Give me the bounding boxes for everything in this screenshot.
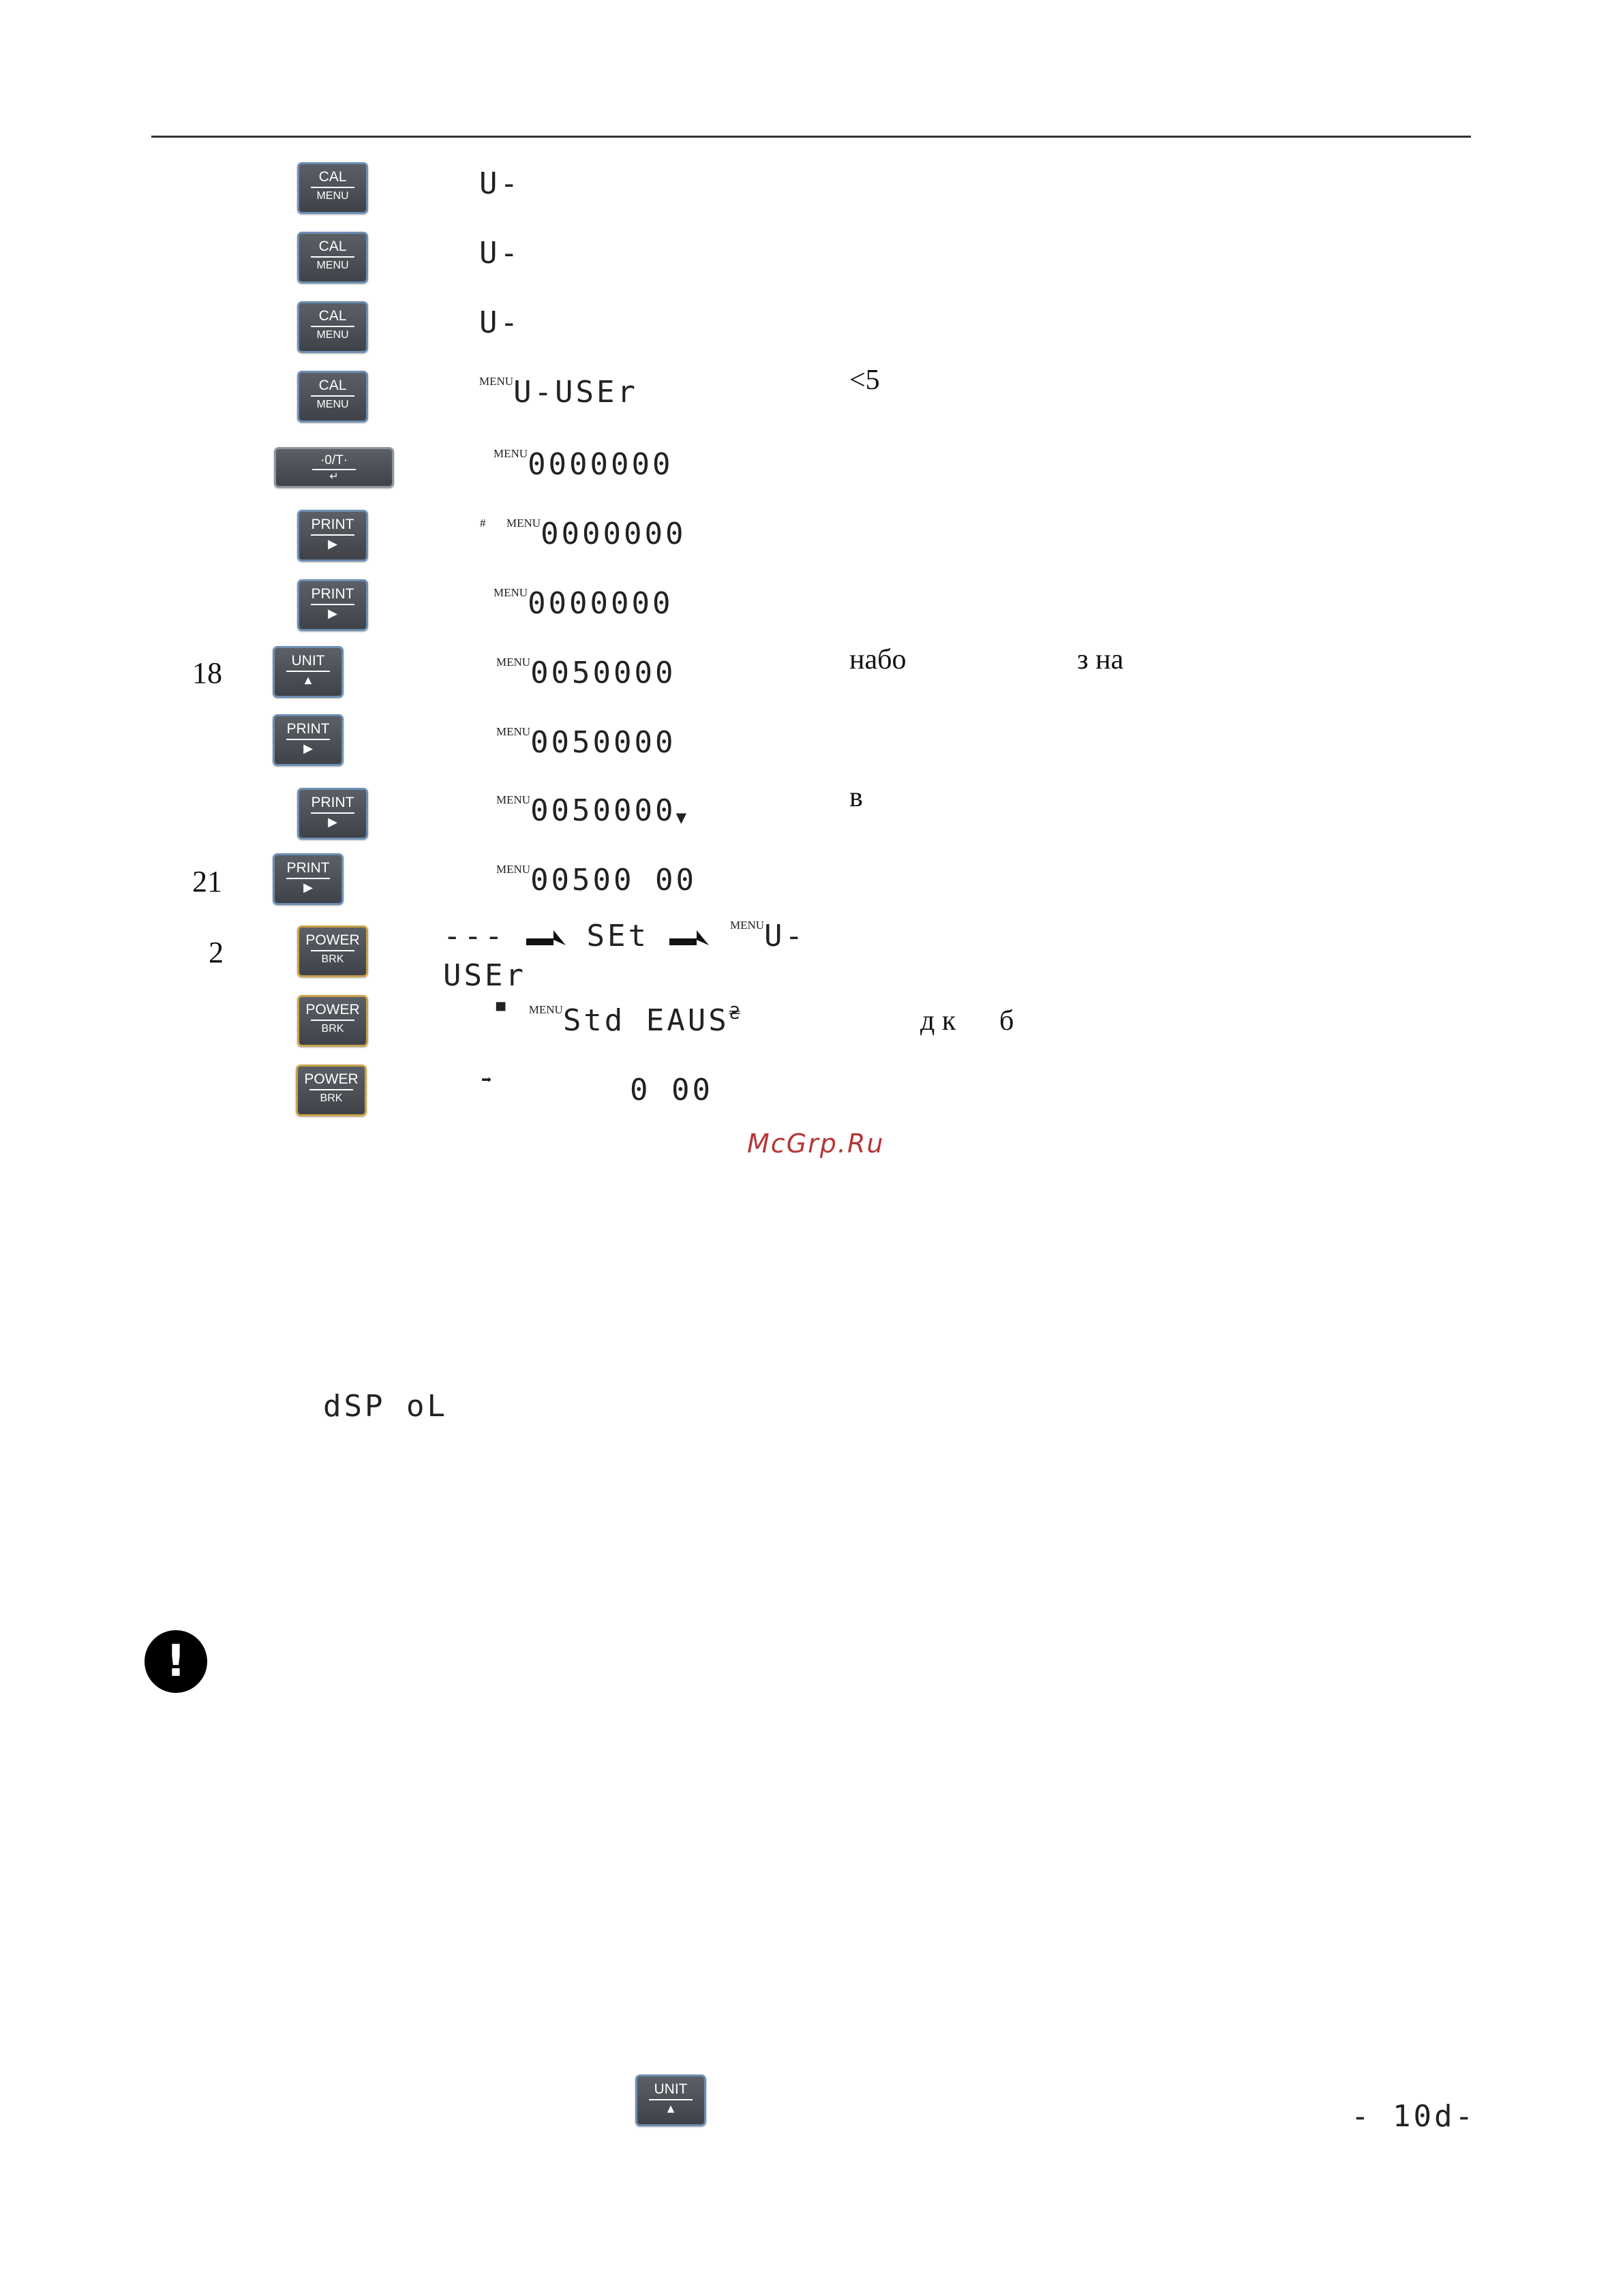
step-number: 18 [192,656,222,690]
display-reading: $^{MENU}$0050000 [496,725,676,760]
up-arrow-icon: ▲ [302,673,314,687]
display-reading: $^{MENU}$00500 00 [496,863,697,898]
right-arrow-icon: ▶ [303,881,313,894]
display-reading: U- [479,166,521,201]
watermark: McGrp.Ru [747,1129,885,1159]
print-key[interactable]: PRINT ▶ [273,714,344,766]
display-reading: $^{MENU}$0000000 [494,586,673,621]
up-arrow-icon: ▲ [665,2102,677,2115]
cal-menu-key[interactable] [297,162,368,214]
display-reading: ▀ $^{MENU}$Std EAUS₴ [496,1003,743,1038]
print-key[interactable]: PRINT ▶ [297,788,368,840]
menu-indicator: MENU [479,375,514,388]
display-reading: $^{MENU}$U-USEr [479,375,639,410]
display-reading: 0 00 [630,1073,713,1107]
display-reading: # $^{MENU}$0000000 [480,517,686,551]
cal-menu-key[interactable]: CAL MENU [297,232,368,284]
note-text: набо [849,644,907,675]
note-text: з на [1077,644,1124,675]
display-reading: dSP oL [323,1389,448,1424]
note-text: в [849,782,863,813]
power-brk-key[interactable]: POWER BRK [297,995,368,1047]
arrow-right-icon [526,930,566,945]
power-brk-key[interactable]: POWER BRK [296,1065,367,1116]
display-reading: $^{MENU}$0000000 [494,447,673,482]
key-label: CAL [318,169,347,185]
step-number: 2 [209,936,224,969]
cal-menu-key[interactable]: CAL MENU [297,371,368,423]
down-arrow-icon: ▼ [676,808,690,828]
display-reading: USEr [443,958,526,993]
key-sublabel: MENU [316,190,349,202]
right-arrow-icon: ▶ [303,741,313,755]
step-number: 21 [192,865,222,898]
power-brk-key[interactable]: POWER BRK [297,925,368,977]
note-text: д к [920,1005,956,1037]
header-rule [151,136,1471,138]
unit-key[interactable]: UNIT ▲ [273,646,344,698]
display-reading: U- [479,236,521,271]
right-arrow-icon: ▶ [328,815,337,829]
arrow-indicator-icon: ➡ [481,1070,495,1090]
display-reading: $^{MENU}$0050000 [496,656,676,690]
zero-tare-key[interactable]: ·0/T· ↵ [274,447,394,488]
arrow-right-icon [669,930,709,945]
display-sequence: --- SEt $^{MENU}$U- [443,919,806,953]
hash-indicator: # [480,517,486,530]
right-arrow-icon: ▶ [328,537,337,551]
unit-key[interactable]: UNIT ▲ [635,2075,706,2126]
stability-icon: ₴ [729,1003,743,1024]
display-reading: U- [479,305,521,340]
enter-icon: ↵ [329,471,339,483]
print-key[interactable]: PRINT ▶ [273,853,344,905]
warning-icon: ! [145,1630,207,1693]
print-key[interactable]: PRINT ▶ [297,579,368,631]
print-key[interactable]: PRINT ▶ [297,510,368,562]
cal-menu-key[interactable]: CAL MENU [297,301,368,353]
note-text: б [999,1005,1014,1037]
page-number: - 10d- [1351,2099,1476,2134]
display-reading: $^{MENU}$0050000▼ [496,793,690,828]
weight-icon: ▀ [496,1003,509,1020]
right-arrow-icon: ▶ [328,607,337,620]
note-text: <5 [849,365,880,396]
